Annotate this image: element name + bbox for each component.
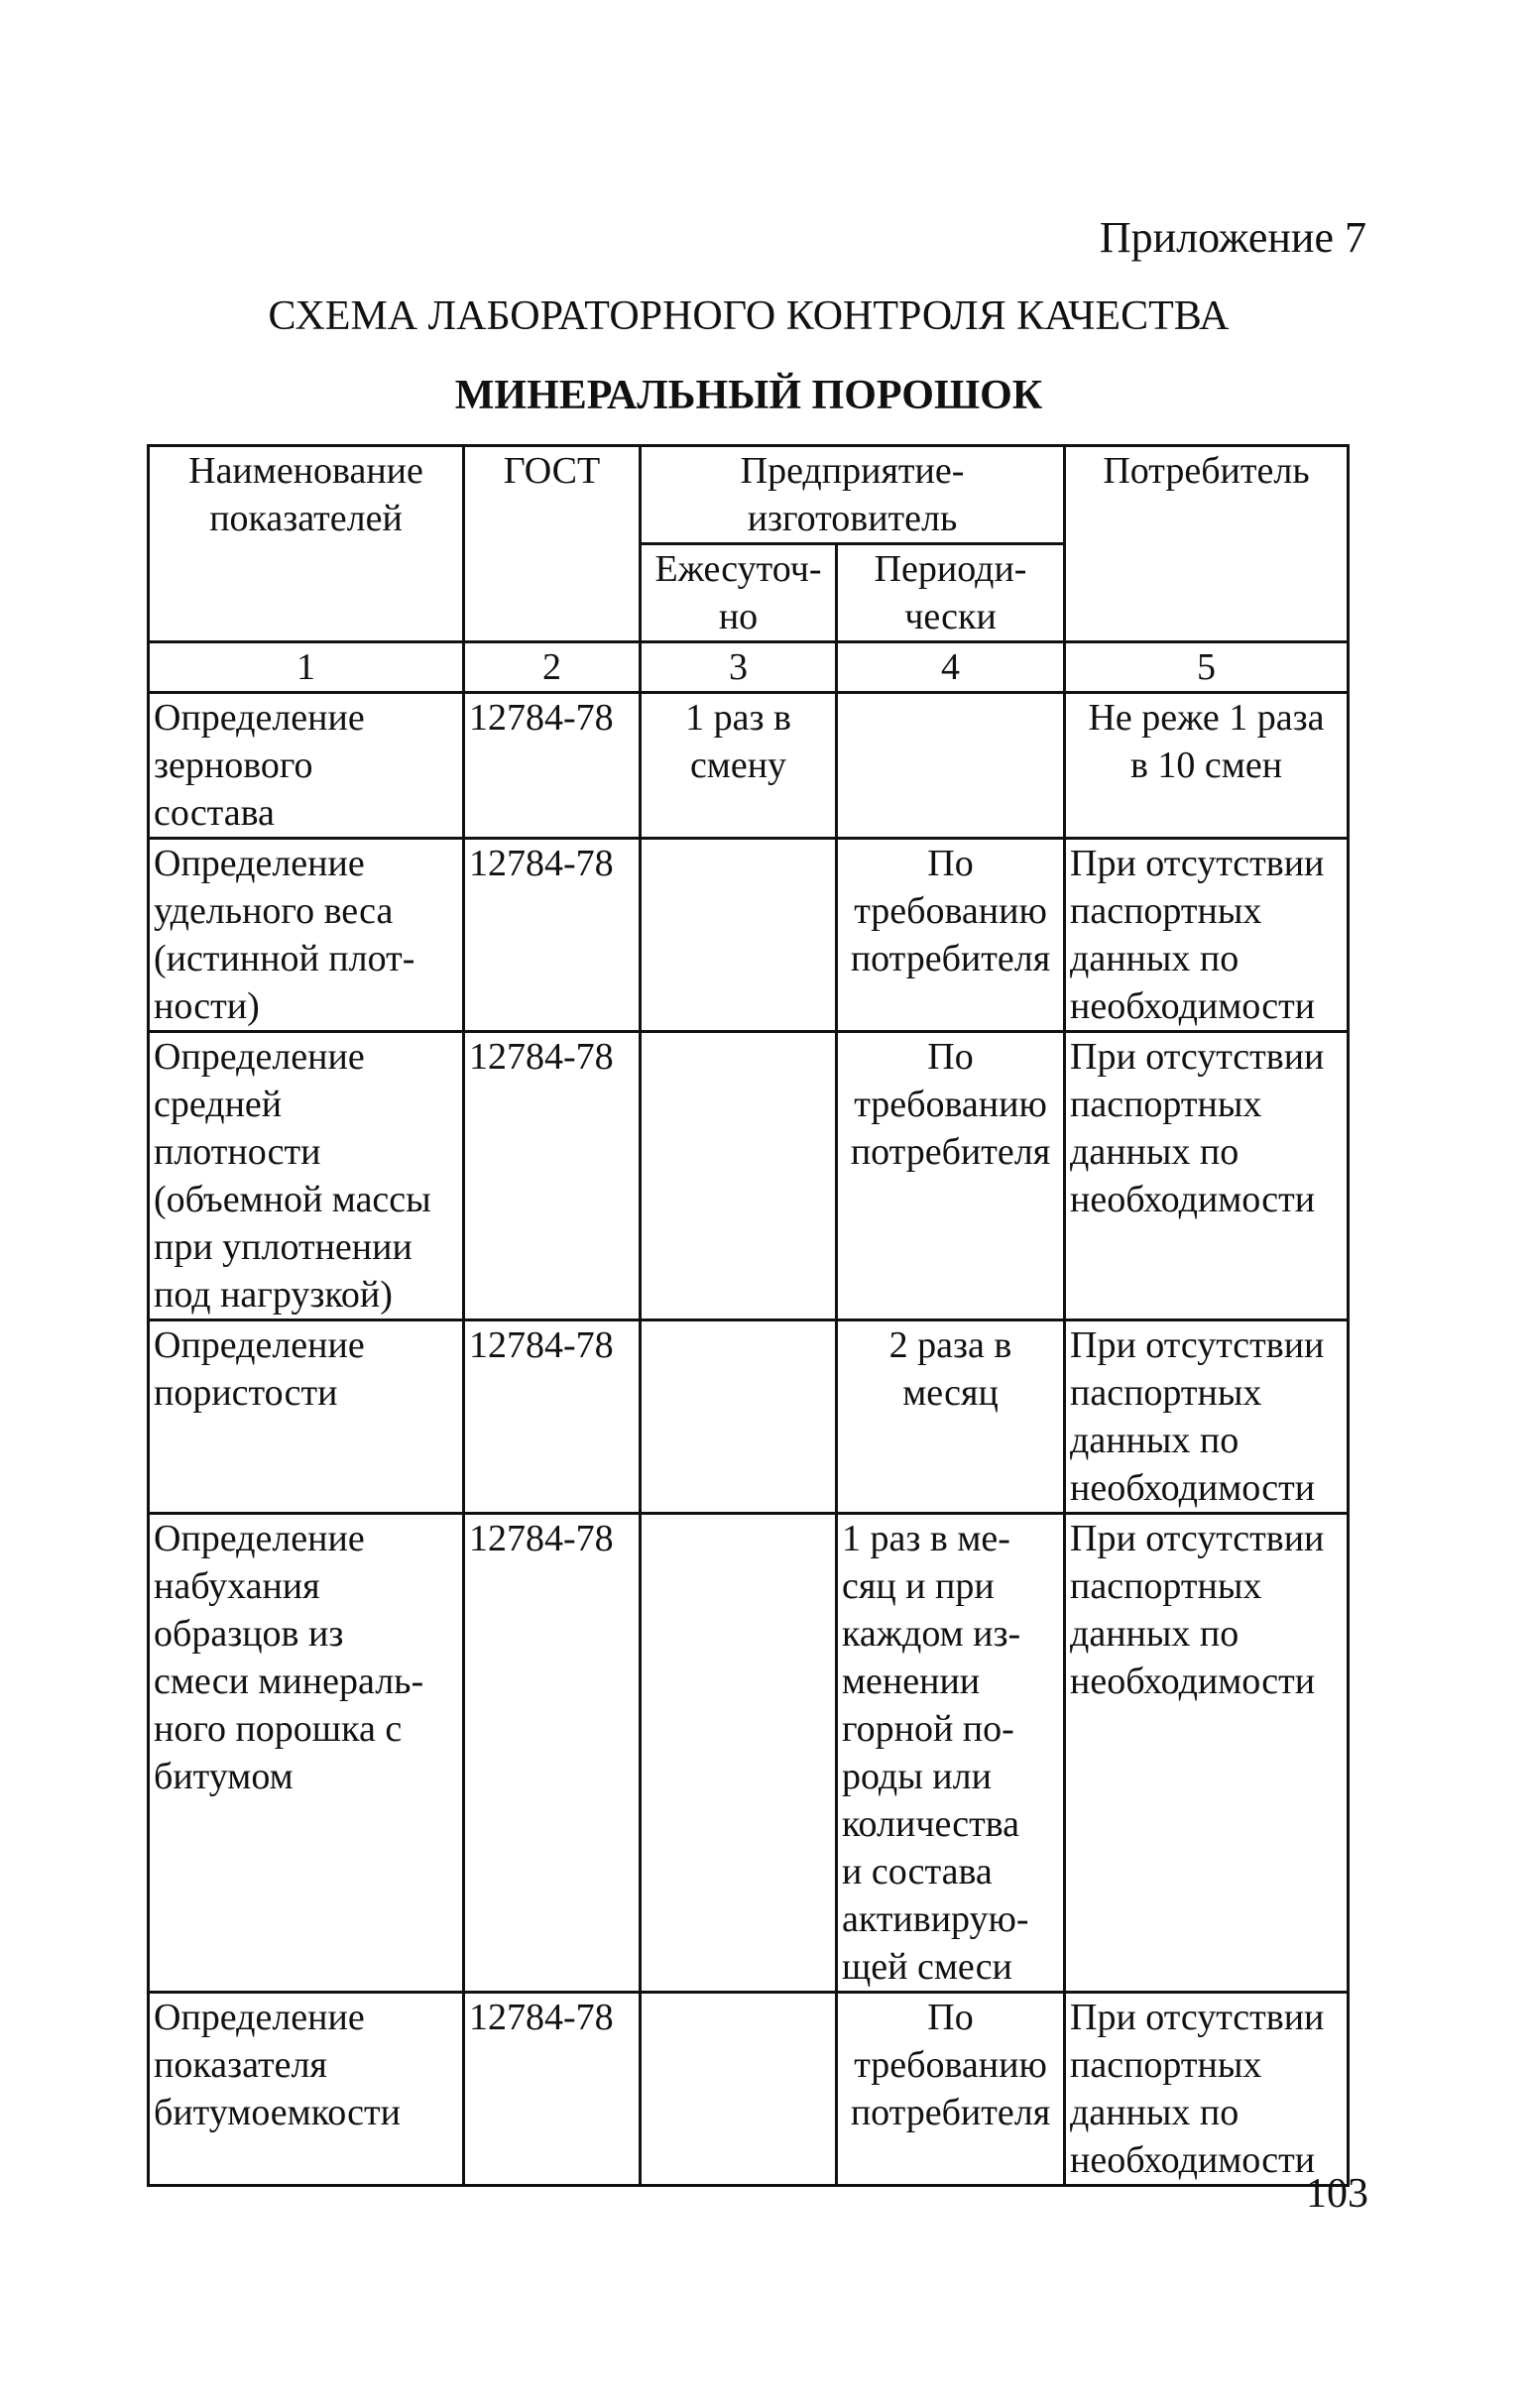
table-row <box>149 1993 1349 2186</box>
consumer-cell: При отсутствии паспортных данных по необходимости <box>1065 1993 1349 2186</box>
gost-cell: 12784-78 <box>464 1514 641 1993</box>
table-header-row <box>149 446 1349 544</box>
column-number: 4 <box>837 642 1065 693</box>
header-periodic: Периоди- чески <box>837 544 1065 642</box>
periodic-cell: По требованию потребителя <box>837 839 1065 1032</box>
gost-cell: 12784-78 <box>464 839 641 1032</box>
daily-cell <box>641 839 837 1032</box>
header-daily: Ежесуточ- но <box>641 544 837 642</box>
consumer-cell: При отсутствии паспортных данных по необходимости <box>1065 1514 1349 1993</box>
document-title: СХЕМА ЛАБОРАТОРНОГО КОНТРОЛЯ КАЧЕСТВА <box>268 293 1230 339</box>
table-row <box>149 1320 1349 1514</box>
consumer-cell: Не реже 1 раза в 10 смен <box>1065 693 1349 839</box>
gost-cell: 12784-78 <box>464 1993 641 2186</box>
daily-cell <box>641 1032 837 1320</box>
daily-cell <box>641 1993 837 2186</box>
gost-cell: 12784-78 <box>464 1032 641 1320</box>
periodic-cell: По требованию потребителя <box>837 1993 1065 2186</box>
column-number: 1 <box>149 642 464 693</box>
periodic-cell: 1 раз в ме- сяц и при каждом из- менении горной по- роды или количества и состава активирую- щей смеси <box>837 1514 1065 1993</box>
daily-cell: 1 раз в смену <box>641 693 837 839</box>
table-row <box>149 1032 1349 1320</box>
column-number: 5 <box>1065 642 1349 693</box>
daily-cell <box>641 1320 837 1514</box>
header-consumer: Потребитель <box>1065 446 1349 642</box>
indicator-name: Определение средней плотности (объемной массы при уплотнении под нагрузкой) <box>149 1032 464 1320</box>
quality-control-table <box>147 444 1350 2187</box>
header-producer: Предприятие- изготовитель <box>641 446 1065 544</box>
table-row <box>149 1514 1349 1993</box>
indicator-name: Определение зернового состава <box>149 693 464 839</box>
daily-cell <box>641 1514 837 1993</box>
periodic-cell: По требованию потребителя <box>837 1032 1065 1320</box>
header-gost: ГОСТ <box>464 446 641 642</box>
table-row <box>149 839 1349 1032</box>
periodic-cell <box>837 693 1065 839</box>
gost-cell: 12784-78 <box>464 693 641 839</box>
column-number-row <box>149 642 1349 693</box>
document-subtitle: МИНЕРАЛЬНЫЙ ПОРОШОК <box>454 373 1043 418</box>
page-number: 103 <box>1306 2171 1368 2217</box>
appendix-label: Приложение 7 <box>1099 213 1366 262</box>
periodic-cell: 2 раза в месяц <box>837 1320 1065 1514</box>
indicator-name: Определение показателя битумоемкости <box>149 1993 464 2186</box>
indicator-name: Определение удельного веса (истинной плот- ности) <box>149 839 464 1032</box>
consumer-cell: При отсутствии паспортных данных по необходимости <box>1065 1032 1349 1320</box>
indicator-name: Определение набухания образцов из смеси минераль- ного порошка с битумом <box>149 1514 464 1993</box>
consumer-cell: При отсутствии паспортных данных по необходимости <box>1065 839 1349 1032</box>
gost-cell: 12784-78 <box>464 1320 641 1514</box>
column-number: 3 <box>641 642 837 693</box>
indicator-name: Определение пористости <box>149 1320 464 1514</box>
table-row <box>149 693 1349 839</box>
consumer-cell: При отсутствии паспортных данных по необходимости <box>1065 1320 1349 1514</box>
column-number: 2 <box>464 642 641 693</box>
header-name: Наименование показателей <box>149 446 464 642</box>
